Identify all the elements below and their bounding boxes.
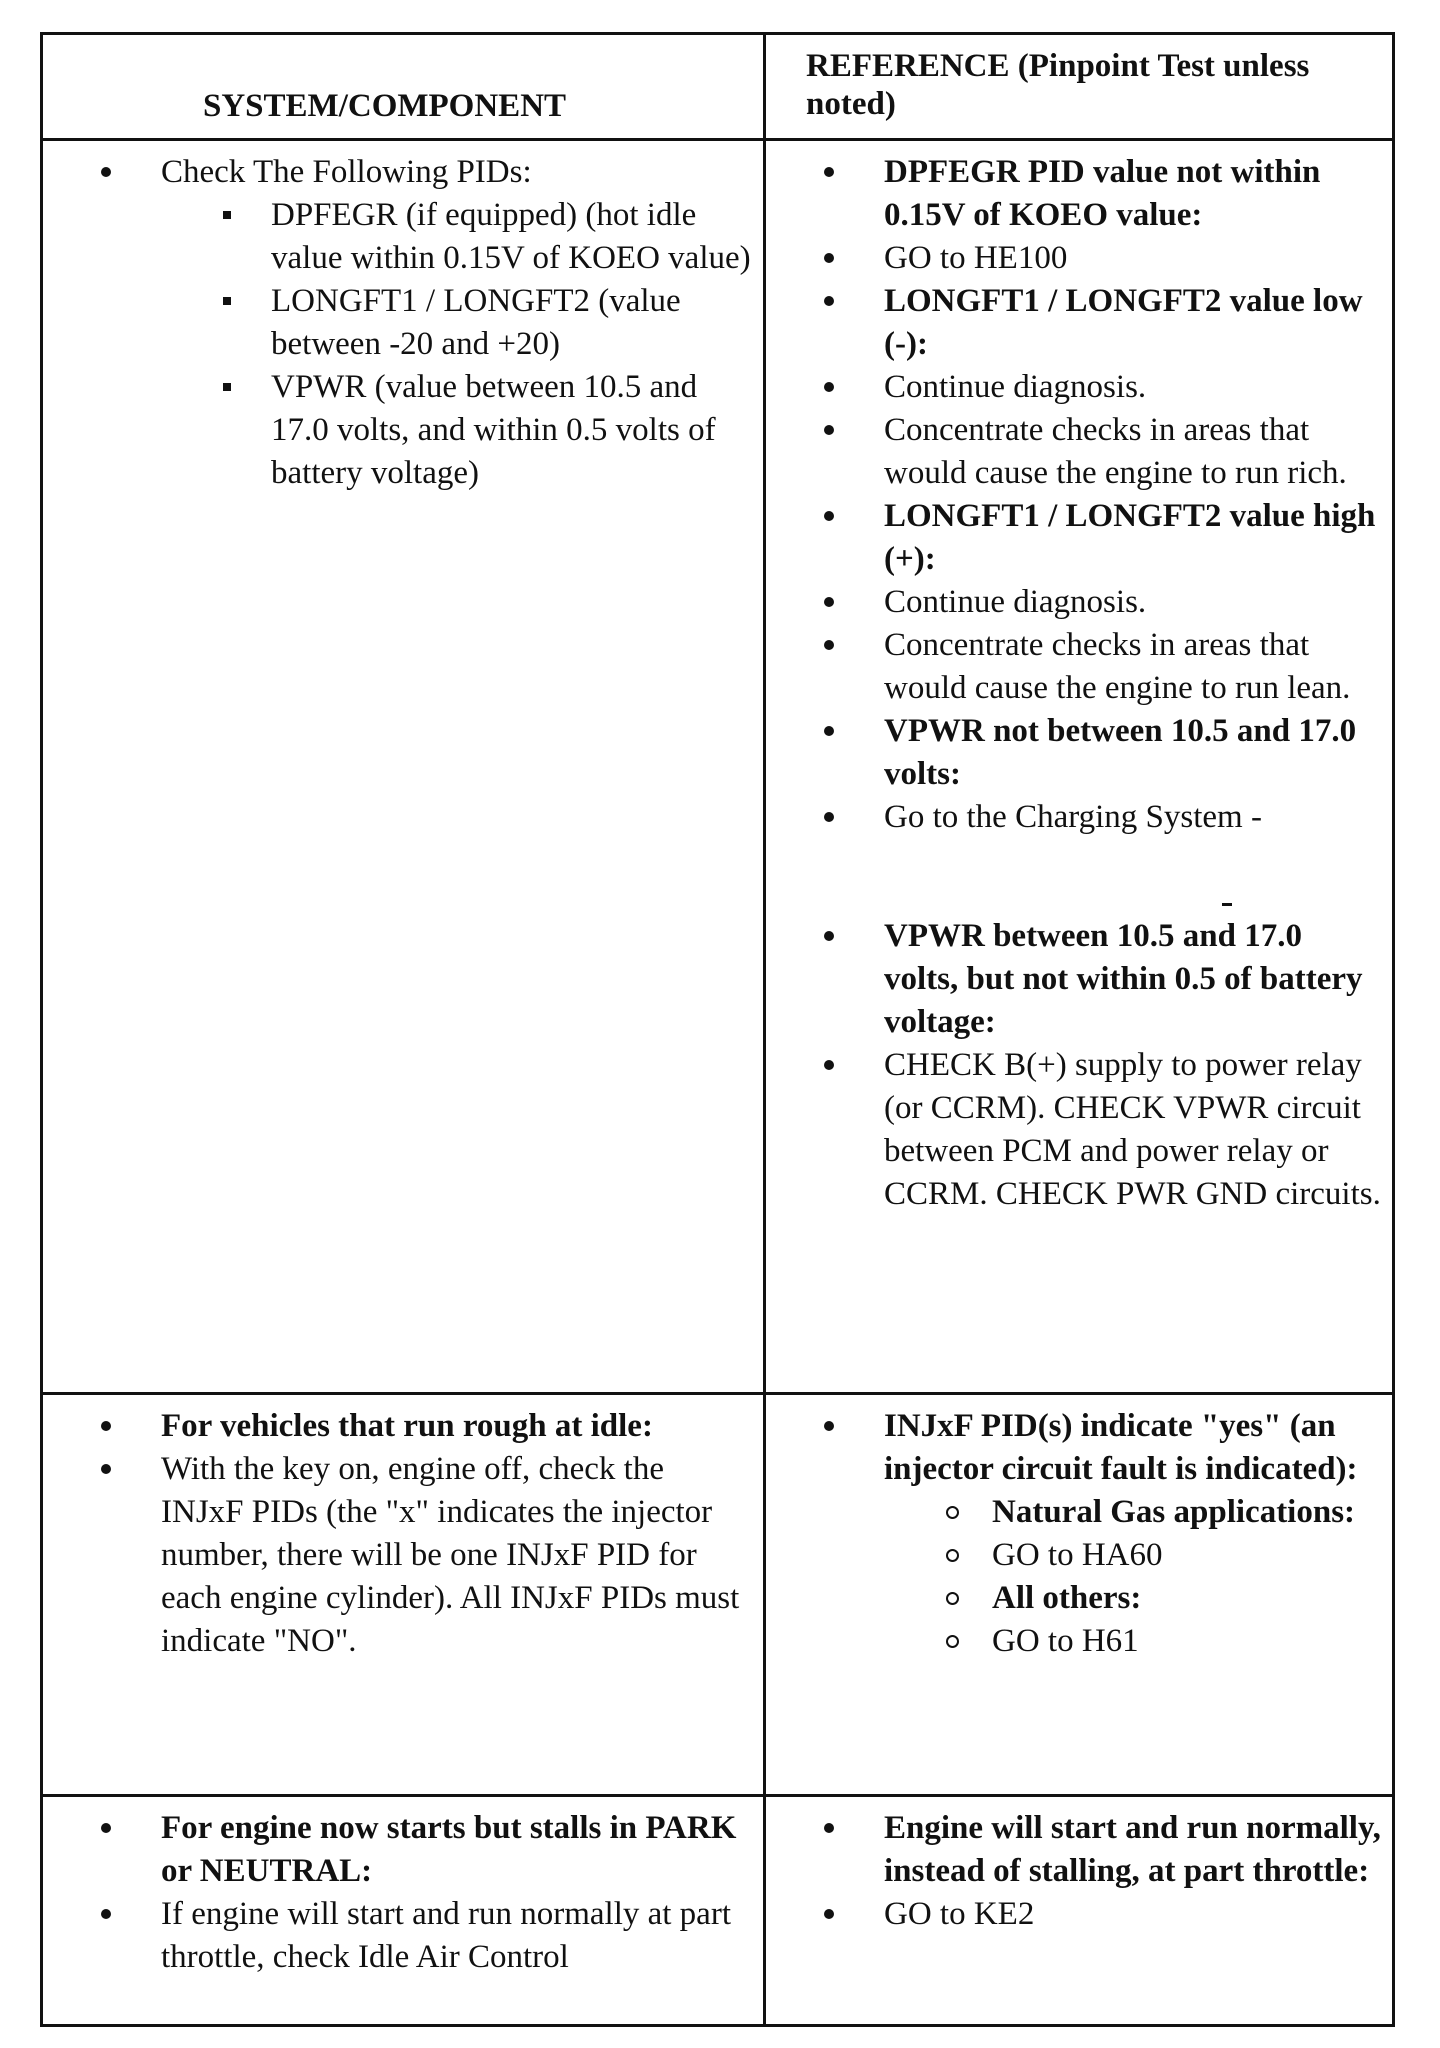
list-item: GO to KE2 [884, 1893, 1384, 1936]
list-item: With the key on, engine off, check the INJxF PIDs (the "x" indicates the injector number, there will be one INJxF PID for each engine cylinder). All INJxF PIDs must indicate "NO". [161, 1448, 753, 1663]
list-item-text: Check The Following PIDs: [161, 154, 532, 190]
list-item: Engine will start and run normally, instead of stalling, at part throttle: [884, 1807, 1384, 1893]
list-item: Continue diagnosis. [884, 366, 1384, 409]
reference-table [40, 32, 1395, 2027]
row1-right-cell [765, 140, 1394, 1394]
sub-list-item: Natural Gas applications: [992, 1491, 1384, 1534]
row3-left-list [43, 1807, 763, 1979]
list-item: Concentrate checks in areas that would cause the engine to run lean. [884, 624, 1384, 710]
list-item [161, 151, 753, 495]
header-reference-text: REFERENCE (Pinpoint Test unless noted) [806, 48, 1310, 122]
row1-right-list-continued [766, 915, 1392, 1216]
row3-left-cell [42, 1796, 765, 2026]
list-item: VPWR between 10.5 and 17.0 volts, but not within 0.5 of battery voltage: [884, 915, 1384, 1044]
sub-list [884, 1491, 1384, 1663]
list-item: CHECK B(+) supply to power relay (or CCRM). CHECK VPWR circuit between PCM and power relay or CCRM. CHECK PWR GND circuits. [884, 1044, 1384, 1216]
list-item: Concentrate checks in areas that would cause the engine to run rich. [884, 409, 1384, 495]
header-reference [765, 34, 1394, 140]
table-row [42, 1394, 1394, 1796]
table-row [42, 1796, 1394, 2026]
row2-right-cell [765, 1394, 1394, 1796]
sub-list-item: DPFEGR (if equipped) (hot idle value within 0.15V of KOEO value) [271, 194, 753, 280]
list-item-text: INJxF PID(s) indicate "yes" (an injector circuit fault is indicated): [884, 1408, 1358, 1487]
header-system-component-text: SYSTEM/COMPONENT [203, 88, 567, 124]
list-item: DPFEGR PID value not within 0.15V of KOEO value: [884, 151, 1384, 237]
list-item: LONGFT1 / LONGFT2 value low (-): [884, 280, 1384, 366]
list-item: LONGFT1 / LONGFT2 value high (+): [884, 495, 1384, 581]
row3-right-list [766, 1807, 1392, 1936]
row2-right-list [766, 1405, 1392, 1663]
list-item: GO to HE100 [884, 237, 1384, 280]
table-row [42, 140, 1394, 1394]
sub-list-item: VPWR (value between 10.5 and 17.0 volts, and within 0.5 volts of battery voltage) [271, 366, 753, 495]
list-item: VPWR not between 10.5 and 17.0 volts: [884, 710, 1384, 796]
list-item: If engine will start and run normally at part throttle, check Idle Air Control [161, 1893, 753, 1979]
list-item: Go to the Charging System - [884, 796, 1384, 839]
header-system-component [42, 34, 765, 140]
row1-left-cell [42, 140, 765, 1394]
row1-left-list [43, 151, 763, 495]
list-item [884, 1405, 1384, 1663]
sub-list [161, 194, 753, 495]
sub-list-item: All others: [992, 1577, 1384, 1620]
row1-right-list [766, 151, 1392, 839]
header-row [42, 34, 1394, 140]
row2-left-cell [42, 1394, 765, 1796]
row3-right-cell [765, 1796, 1394, 2026]
spacer [766, 839, 1392, 905]
list-item: For vehicles that run rough at idle: [161, 1405, 753, 1448]
sub-list-item: GO to H61 [992, 1620, 1384, 1663]
sub-list-item: GO to HA60 [992, 1534, 1384, 1577]
list-item: Continue diagnosis. [884, 581, 1384, 624]
sub-list-item: LONGFT1 / LONGFT2 (value between -20 and +20) [271, 280, 753, 366]
list-item: For engine now starts but stalls in PARK or NEUTRAL: [161, 1807, 753, 1893]
row2-left-list [43, 1405, 763, 1663]
